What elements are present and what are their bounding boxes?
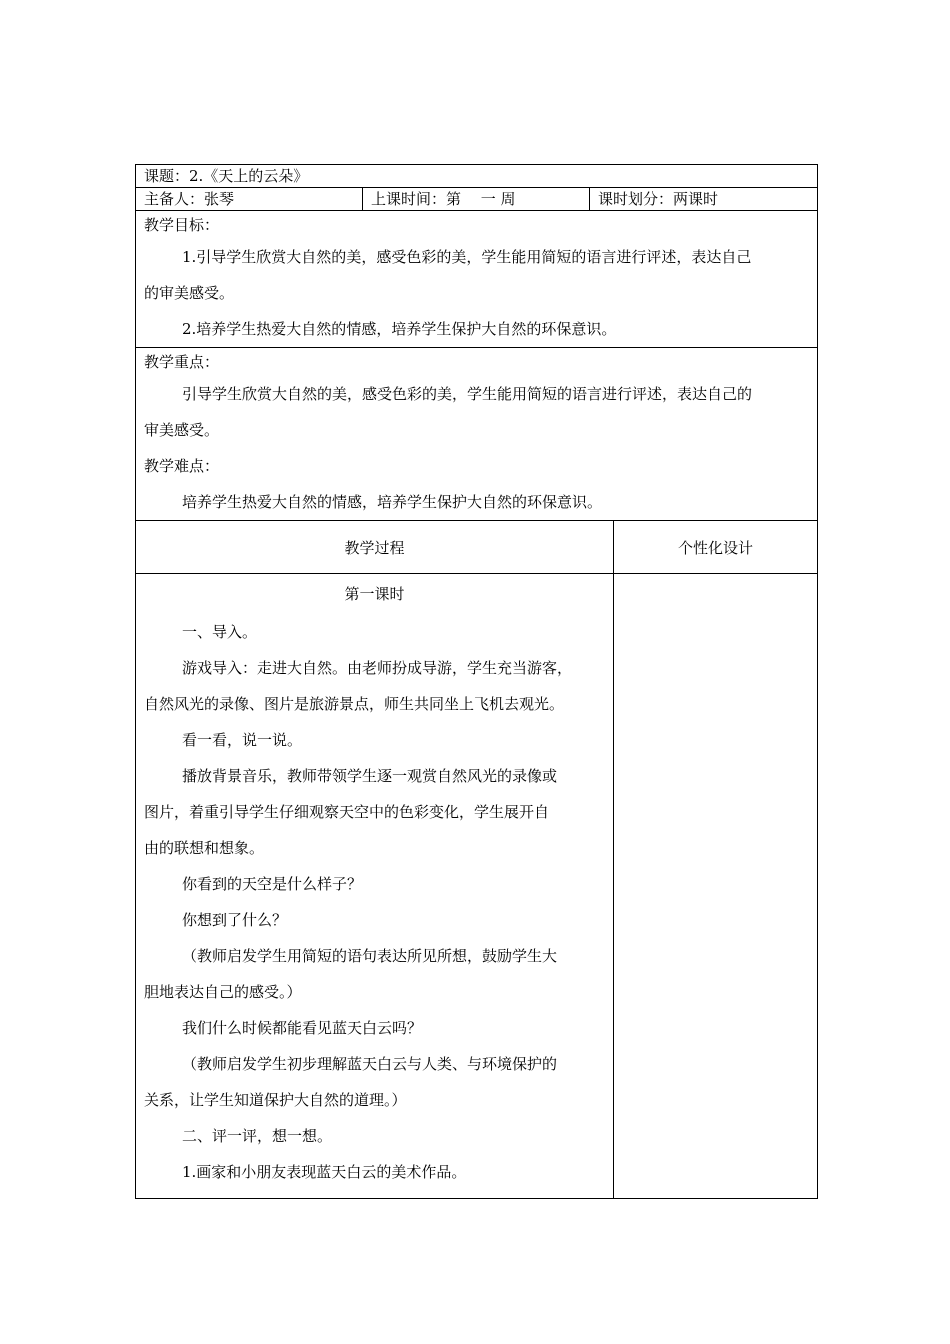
key-point-line-1: 引导学生欣赏大自然的美，感受色彩的美，学生能用简短的语言进行评述，表达自己的: [182, 385, 753, 403]
process-line: 你想到了什么？: [182, 911, 288, 929]
key-points-heading: 教学重点：: [144, 353, 220, 371]
lesson-plan-table: [135, 164, 818, 1199]
process-line: 游戏导入：走进大自然。由老师扮成导游，学生充当游客，: [182, 659, 573, 677]
process-lines: [144, 614, 605, 1190]
process-line: 你看到的天空是什么样子？: [182, 875, 363, 893]
process-row: [136, 574, 818, 1199]
topic-cell: 课题：2.《天上的云朵》: [136, 165, 818, 188]
objective-1-line-2: 的审美感受。: [144, 284, 235, 302]
process-line: （教师启发学生初步理解蓝天白云与人类、与环境保护的: [182, 1055, 558, 1073]
key-points-cell: [136, 348, 818, 521]
process-cell: [136, 574, 614, 1199]
period-cell: 课时划分：两课时: [590, 188, 818, 211]
process-line: 图片，着重引导学生仔细观察天空中的色彩变化，学生展开自: [144, 803, 550, 821]
meta-row: [136, 188, 818, 211]
objectives-heading: 教学目标：: [144, 216, 220, 234]
process-line: 我们什么时候都能看见蓝天白云吗？: [182, 1019, 423, 1037]
design-cell: [614, 574, 818, 1199]
difficulty-heading: 教学难点：: [144, 457, 220, 475]
process-line: 看一看，说一说。: [182, 731, 303, 749]
objective-1-line-1: 1.引导学生欣赏大自然的美，感受色彩的美，学生能用简短的语言进行评述，表达自己: [182, 248, 752, 266]
preparer-cell: 主备人：张琴: [136, 188, 363, 211]
lesson-heading: 第一课时: [344, 585, 405, 603]
process-line: 关系，让学生知道保护大自然的道理。）: [144, 1091, 407, 1109]
process-line: （教师启发学生用简短的语句表达所见所想，鼓励学生大: [182, 947, 558, 965]
process-line: 胆地表达自己的感受。）: [144, 983, 302, 1001]
difficulty-text: 培养学生热爱大自然的情感，培养学生保护大自然的环保意识。: [182, 493, 603, 511]
objectives-cell: [136, 211, 818, 348]
process-line: 由的联想和想象。: [144, 839, 265, 857]
process-line: 二、评一评，想一想。: [182, 1127, 333, 1145]
process-line: 自然风光的录像、图片是旅游景点，师生共同坐上飞机去观光。: [144, 695, 565, 713]
process-line: 1.画家和小朋友表现蓝天白云的美术作品。: [182, 1163, 467, 1181]
objective-2: 2.培养学生热爱大自然的情感，培养学生保护大自然的环保意识。: [182, 320, 617, 338]
key-points-row: [136, 348, 818, 521]
design-column-header: 个性化设计: [614, 521, 818, 574]
key-point-line-2: 审美感受。: [144, 421, 220, 439]
column-header-row: [136, 521, 818, 574]
objectives-row: [136, 211, 818, 348]
process-column-header: 教学过程: [136, 521, 614, 574]
topic-row: [136, 165, 818, 188]
process-line: 播放背景音乐，教师带领学生逐一观赏自然风光的录像或: [182, 767, 558, 785]
process-line: 一、导入。: [182, 623, 258, 641]
class-time-cell: 上课时间：第 一 周: [363, 188, 590, 211]
